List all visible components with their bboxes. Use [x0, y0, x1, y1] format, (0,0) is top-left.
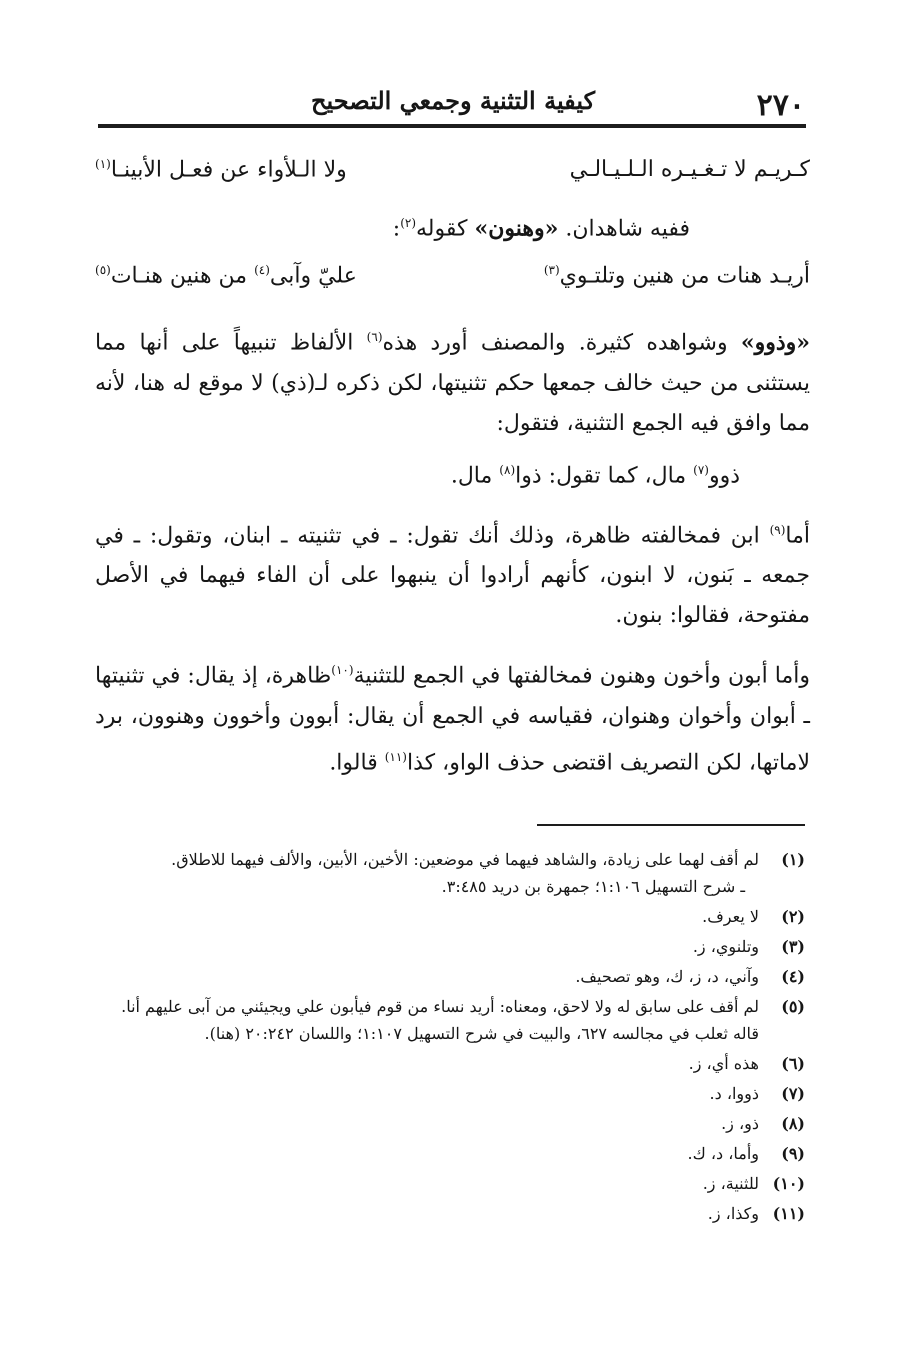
footnote-item: [100, 963, 805, 990]
shahidan-text: ففيه شاهدان.: [565, 216, 690, 242]
running-title: كيفية التثنية وجمعي التصحيح: [311, 86, 595, 115]
footnote-number: (١١): [772, 1204, 805, 1223]
paragraph-2-text-2: مال، كما تقول: ذوا: [515, 462, 687, 488]
footnote-text: وتلنوي، ز.: [692, 937, 759, 956]
verse-2-first-hemistich: [544, 263, 810, 288]
footnote-number: (٦): [781, 1054, 805, 1073]
footnotes: [100, 846, 805, 1227]
footnote-ref: (٩): [769, 522, 786, 537]
footnote-number: (٣): [781, 937, 805, 956]
verse-2-second-hemistich: [95, 263, 357, 288]
footnote-item: [100, 1050, 805, 1077]
footnote-ref: (٧): [693, 462, 709, 477]
footnote-ref: (٢): [400, 216, 417, 230]
footnote-item: [100, 1110, 805, 1137]
shahidan-text-2: كقوله: [416, 216, 468, 242]
footnote-number: (٥): [781, 997, 805, 1016]
verse-1-second-text: ولا الـلأواء عن فعـل الأبينـا: [110, 157, 347, 183]
footnote-text: لم أقف على سابق له ولا لاحق، ومعناه: أريد نساء من قوم فيأبون علي ويجيئني من آبى عليهم أنا. قاله ثعلب في مجالسه ٦٢٧، والبيت في شرح التسهيل ١:١٠٧؛ واللسان ٢٠:٢٤٢ (هنا).: [121, 997, 759, 1043]
paragraph-4-text-3: قالوا.: [329, 749, 378, 775]
footnote-text: ذو، ز.: [721, 1114, 759, 1133]
footnote-number: (٤): [781, 967, 805, 986]
footnote-number: (٧): [781, 1084, 805, 1103]
footnote-number: (١): [781, 850, 805, 869]
verse-2: [95, 263, 810, 303]
footnote-ref: (٣): [543, 263, 560, 278]
paragraph-4-text: وأما أبون وأخون وهنون فمخالفتها في الجمع للتثنية: [353, 663, 810, 689]
paragraph-2-text-3: مال.: [450, 462, 493, 488]
footnote-ref: (٥): [95, 263, 111, 278]
main-text: [95, 145, 810, 783]
dhawu-keyword: «وذوو»: [740, 329, 810, 356]
paragraph-2-text: ذوو: [708, 462, 740, 488]
footnote-number: (٨): [781, 1114, 805, 1133]
footnote-text: وآني، د، ز، ك، وهو تصحيف.: [575, 967, 759, 986]
footnote-ref: (١٠): [331, 663, 354, 678]
verse-1-first-hemistich: كـريـم لا تـغـيـره الـلـيـالـي: [569, 157, 810, 182]
footnote-text: للثنية، ز.: [702, 1174, 759, 1193]
verse-2-second-text: عليّ وآبى: [269, 263, 357, 289]
footnote-number: (٢): [781, 907, 805, 926]
shahidan-keyword: «وهنون»: [474, 215, 559, 242]
footnote-item: [100, 993, 805, 1047]
footnote-text: وكذا، ز.: [707, 1204, 759, 1223]
footnote-text: وأما، د، ك.: [687, 1144, 759, 1163]
paragraph-4-text-2: ظاهرة، إذ يقال: في تثنيتها ـ أبوان وأخوان وهنوان، فقياسه في الجمع أن يقال: أبوون وأخوون وهنوون، برد لاماتها، لكن التصريف اقتضى حذف الواو، كذا: [95, 663, 810, 775]
footnote-number: (١٠): [772, 1174, 805, 1193]
footnote-ref: (١): [95, 157, 111, 171]
footnote-text: ذووا، د.: [709, 1084, 759, 1103]
footnote-ref: (٦): [366, 330, 383, 345]
paragraph-1: [95, 317, 810, 443]
footnote-text: لم أقف لهما على زيادة، والشاهد فيهما في موضعين: الأخين، الأبين، والألف فيهما للاطلاق.: [171, 850, 759, 869]
header-rule: [98, 124, 806, 128]
shahidan-line: [95, 203, 810, 249]
footnote-item: [100, 846, 805, 900]
verse-2-second-text-b: من هنين هنـات: [110, 263, 248, 289]
paragraph-1-text: وشواهده كثيرة. والمصنف أورد هذه: [382, 330, 728, 356]
verse-1-second-hemistich: [95, 157, 347, 182]
footnote-item: [100, 1170, 805, 1197]
shahidan-colon: :: [392, 216, 401, 242]
paragraph-2: [95, 450, 810, 496]
footnote-ref: (٤): [254, 263, 270, 278]
footnote-text: لا يعرف.: [702, 907, 759, 926]
paragraph-4: [95, 650, 810, 783]
footnote-text: هذه أي، ز.: [688, 1054, 759, 1073]
page-number: ٢٧٠: [756, 88, 805, 123]
paragraph-3-text: أما: [785, 523, 810, 549]
footnote-ref: (١١): [384, 749, 407, 764]
page-header: [100, 84, 805, 124]
verse-1: [95, 157, 810, 197]
footnote-item: [100, 903, 805, 930]
footnote-ref: (٨): [499, 462, 516, 477]
footnote-number: (٩): [781, 1144, 805, 1163]
footnote-item: [100, 1080, 805, 1107]
paragraph-3-text-2: ابن فمخالفته ظاهرة، وذلك أنك تقول: ـ في تثنيته ـ ابنان، وتقول: ـ في جمعه ـ بَنون، لا ابنون، كأنهم أرادوا أن ينبهوا على أن الفاء فيهما في الأصل مفتوحة، فقالوا: بنون.: [95, 523, 810, 629]
verse-2-first-text: أريـد هنات من هنين وتلتـوي: [559, 263, 810, 289]
paragraph-3: [95, 510, 810, 636]
footnote-item: [100, 1140, 805, 1167]
paragraph-1-text-2: الألفاظ تنبيهاً على أنها مما يستثنى من حيث خالف جمعها حكم تثنيتها، لكن ذكره لـ(ذي) لا موقع له هنا، لأنه مما وافق فيه الجمع التثنية، فتقول:: [95, 330, 810, 436]
footnote-item: [100, 933, 805, 960]
footnote-item: [100, 1200, 805, 1227]
footnote-text-continued: ـ شرح التسهيل ١:١٠٦؛ جمهرة بن دريد ٣:٤٨٥.: [441, 877, 745, 896]
footnote-separator: [537, 824, 805, 826]
